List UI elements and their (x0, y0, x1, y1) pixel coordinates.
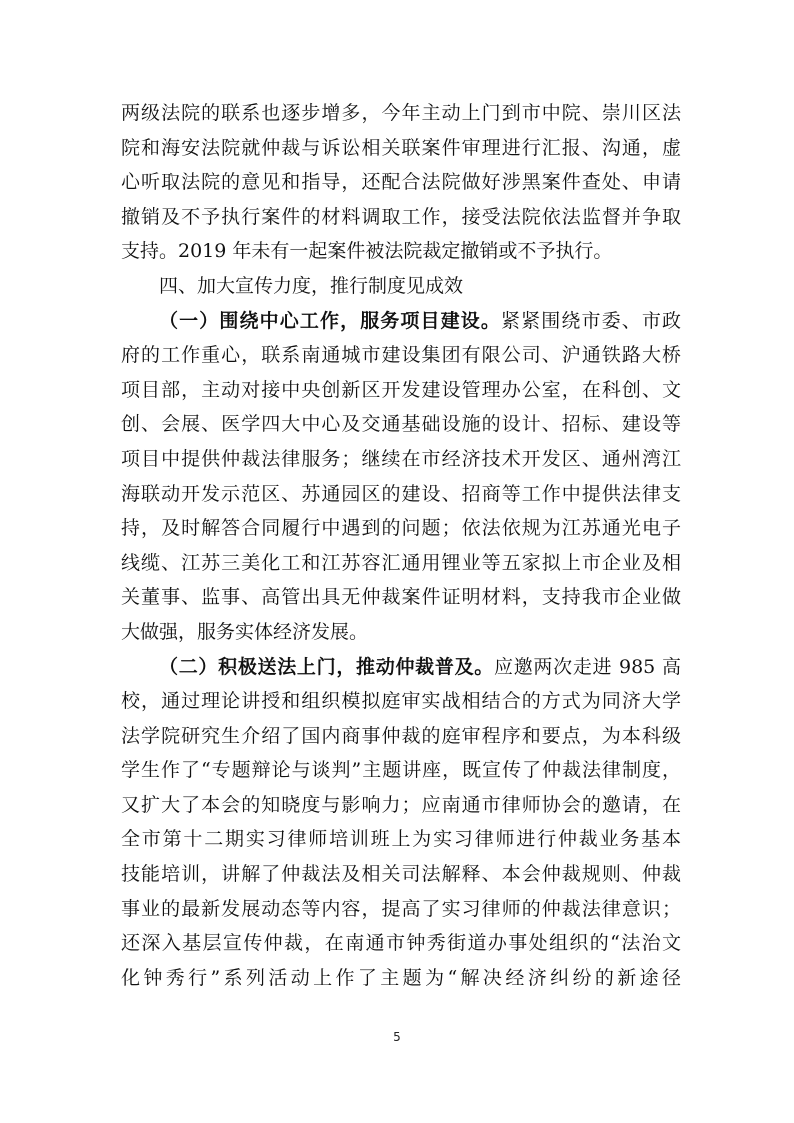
paragraph-line: 项目中提供仲裁法律服务；继续在市经济技术开发区、通州湾江 (121, 447, 681, 470)
paragraph-line: 撤销及不予执行案件的材料调取工作，接受法院依法监督并争取 (121, 205, 681, 228)
paragraph-line: 事业的最新发展动态等内容，提高了实习律师的仲裁法律意识； (121, 897, 681, 920)
section-heading: 四、加大宣传力度，推行制度见成效 (159, 274, 464, 297)
paragraph-line: 两级法院的联系也逐步增多，今年主动上门到市中院、崇川区法 (121, 102, 681, 124)
subsection-title: （一）围绕中心工作，服务项目建设。 (159, 309, 502, 332)
paragraph-line: 海联动开发示范区、苏通园区的建设、招商等工作中提供法律支 (121, 482, 681, 505)
subsection-text: 应邀两次走进 985 高 (494, 655, 681, 678)
paragraph-line: 校，通过理论讲授和组织模拟庭审实战相结合的方式为同济大学 (121, 690, 681, 713)
subsection-title: （二）积极送法上门，推动仲裁普及。 (159, 655, 494, 678)
subsection-first-line (121, 650, 681, 685)
paragraph-line: 府的工作重心，联系南通城市建设集团有限公司、沪通铁路大桥 (121, 344, 681, 367)
paragraph-line: 心听取法院的意见和指导，还配合法院做好涉黑案件查处、申请 (121, 171, 681, 194)
paragraph-line: 院和海安法院就仲裁与诉讼相关联案件审理进行汇报、沟通，虚 (121, 136, 681, 159)
paragraph-line: 化钟秀行”系列活动上作了主题为“解决经济纠纷的新途径 (121, 966, 681, 989)
paragraph-line: 技能培训，讲解了仲裁法及相关司法解释、本会仲裁规则、仲裁 (121, 863, 681, 886)
page-number: 5 (393, 1030, 401, 1044)
body-text (121, 96, 681, 995)
paragraph-line: 又扩大了本会的知晓度与影响力；应南通市律师协会的邀请，在 (121, 793, 681, 816)
subsection-first-line (121, 304, 681, 339)
paragraph-line: 持，及时解答合同履行中遇到的问题；依法依规为江苏通光电子 (121, 517, 681, 540)
paragraph-line: 学生作了“专题辩论与谈判”主题讲座，既宣传了仲裁法律制度， (121, 759, 681, 782)
paragraph-line: 支持。2019 年未有一起案件被法院裁定撤销或不予执行。 (121, 240, 613, 263)
paragraph-line: 法学院研究生介绍了国内商事仲裁的庭审程序和要点，为本科级 (121, 724, 681, 747)
paragraph-line: 项目部，主动对接中央创新区开发建设管理办公室，在科创、文 (121, 378, 681, 401)
subsection-text: 紧紧围绕市委、市政 (501, 309, 681, 332)
paragraph-line: 关董事、监事、高管出具无仲裁案件证明材料，支持我市企业做 (121, 586, 681, 609)
paragraph-line: 全市第十二期实习律师培训班上为实习律师进行仲裁业务基本 (121, 828, 681, 851)
paragraph-line: 创、会展、医学四大中心及交通基础设施的设计、招标、建设等 (121, 413, 681, 436)
paragraph-line: 线缆、江苏三美化工和江苏容汇通用锂业等五家拟上市企业及相 (121, 551, 681, 574)
paragraph-line: 还深入基层宣传仲裁，在南通市钟秀街道办事处组织的“法治文 (121, 932, 681, 955)
paragraph-line: 大做强，服务实体经济发展。 (121, 620, 369, 643)
